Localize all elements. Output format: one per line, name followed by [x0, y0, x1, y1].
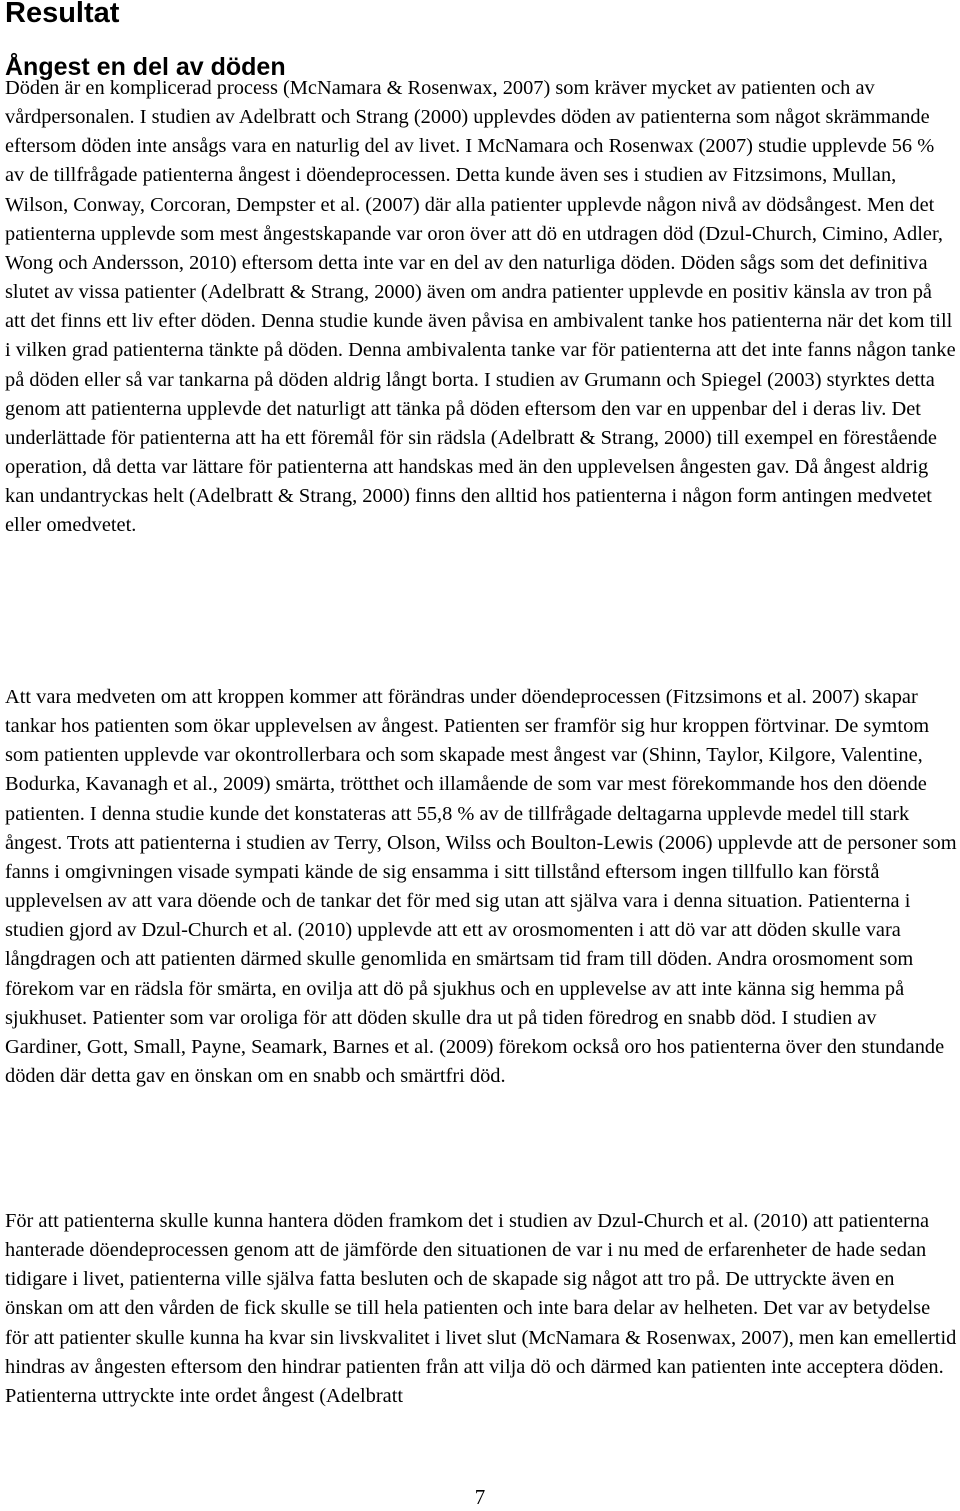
body-paragraph: Döden är en komplicerad process (McNamara & Rosenwax, 2007) som kräver mycket av patienten och av vårdpersonalen. I studien av Adelbratt och Strang (2000) upplevdes döden av patienterna som något skrämmande eftersom döden inte ansågs vara en naturlig del av livet. I McNamara och Rosenwax (2007) studie upplevde 56 % av de tillfrågade patienterna ångest i döendeprocessen. Detta kunde även ses i studien av Fitzsimons, Mullan, Wilson, Conway, Corcoran, Dempster et al. (2007) där alla patienter upplevde någon nivå av dödsångest. Men det patienterna upplevde som mest ångestskapande var oron över att dö en utdragen död (Dzul-Church, Cimino, Adler, Wong och Andersson, 2010) eftersom detta inte var en del av den naturliga döden. Döden sågs som det definitiva slutet av vissa patienter (Adelbratt & Strang, 2000) även om andra patienter upplevde en positiv känsla av tron på att det finns ett liv efter döden. Denna studie kunde även påvisa en ambivalent tanke hos patienterna när det kom till i vilken grad patienterna tänkte på döden. Denna ambivalenta tanke var för patienterna att det inte fanns någon tanke på döden eller så var tankarna på döden aldrig långt borta. I studien av Grumann och Spiegel (2003) styrktes detta genom att patienterna upplevde det naturligt att tänka på döden eftersom den var en uppenbar del i deras liv. Det underlättade för patienterna att ha ett föremål för sin rädsla (Adelbratt & Strang, 2000) till exempel en förestående operation, då detta var lättare för patienterna att handskas med än den upplevelsen ångesten gav. Då ångest aldrig kan undantryckas helt (Adelbratt & Strang, 2000) finns den alltid hos patienterna i någon form antingen medvetet eller omedvetet. [5, 77, 956, 537]
page-number: 7 [474, 1485, 486, 1509]
body-paragraph: För att patienterna skulle kunna hantera döden framkom det i studien av Dzul-Church et al. (2010) att patienterna hanterade döendeprocessen genom att de jämförde den situationen de var i nu med de erfarenheter de hade sedan tidigare i livet, patienterna ville själva fatta besluten och de skapade sig något att tro på. De uttryckte även en önskan om att den vården de fick skulle se till hela patienten och inte bara delar av helheten. Det var av betydelse för att patienter skulle kunna ha kvar sin livskvalitet i livet slut (McNamara & Rosenwax, 2007), men kan emellertid hindras av ångesten eftersom den hindrar patienten från att vilja dö och därmed kan patienten inte acceptera döden. Patienterna uttryckte inte ordet ångest (Adelbratt [5, 1210, 957, 1407]
subsection-heading: Ångest en del av döden [5, 53, 286, 81]
body-paragraph: Att vara medveten om att kroppen kommer att förändras under döendeprocessen (Fitzsimons et al. 2007) skapar tankar hos patienten som ökar upplevelsen av ångest. Patienten ser framför sig hur kroppen förtvinar. De symtom som patienten upplevde var okontrollerbara och som skapade mest ångest var (Shinn, Taylor, Kilgore, Valentine, Bodurka, Kavanagh et al., 2009) smärta, trötthet och illamående de som var mest förekommande hos den döende patienten. I denna studie kunde det konstateras att 55,8 % av de tillfrågade deltagarna upplevde medel till stark ångest. Trots att patienterna i studien av Terry, Olson, Wilss och Boulton-Lewis (2006) upplevde att de personer som fanns i omgivningen visade sympati kände de sig ensamma i sitt tillstånd eftersom ingen tillfullo kan förstå upplevelsen av att vara döende och de tankar det för med sig utan att själva vara i denna situation. Patienterna i studien gjord av Dzul-Church et al. (2010) upplevde att ett av orosmomenten i att dö var att döden skulle vara långdragen och att patienten därmed skulle genomlida en smärtsam tid fram till döden. Andra orosmoment som förekom var en rädsla för smärta, en ovilja att dö på sjukhus och en upplevelse av att inte känna sig hemma på sjukhuset. Patienter som var oroliga för att döden skulle dra ut på tiden föredrog en snabb död. I studien av Gardiner, Gott, Small, Payne, Seamark, Barnes et al. (2009) förekom också oro hos patienterna över den stundande döden där detta gav en önskan om en snabb och smärtfri död. [5, 686, 957, 1088]
section-heading: Resultat [5, 0, 120, 29]
